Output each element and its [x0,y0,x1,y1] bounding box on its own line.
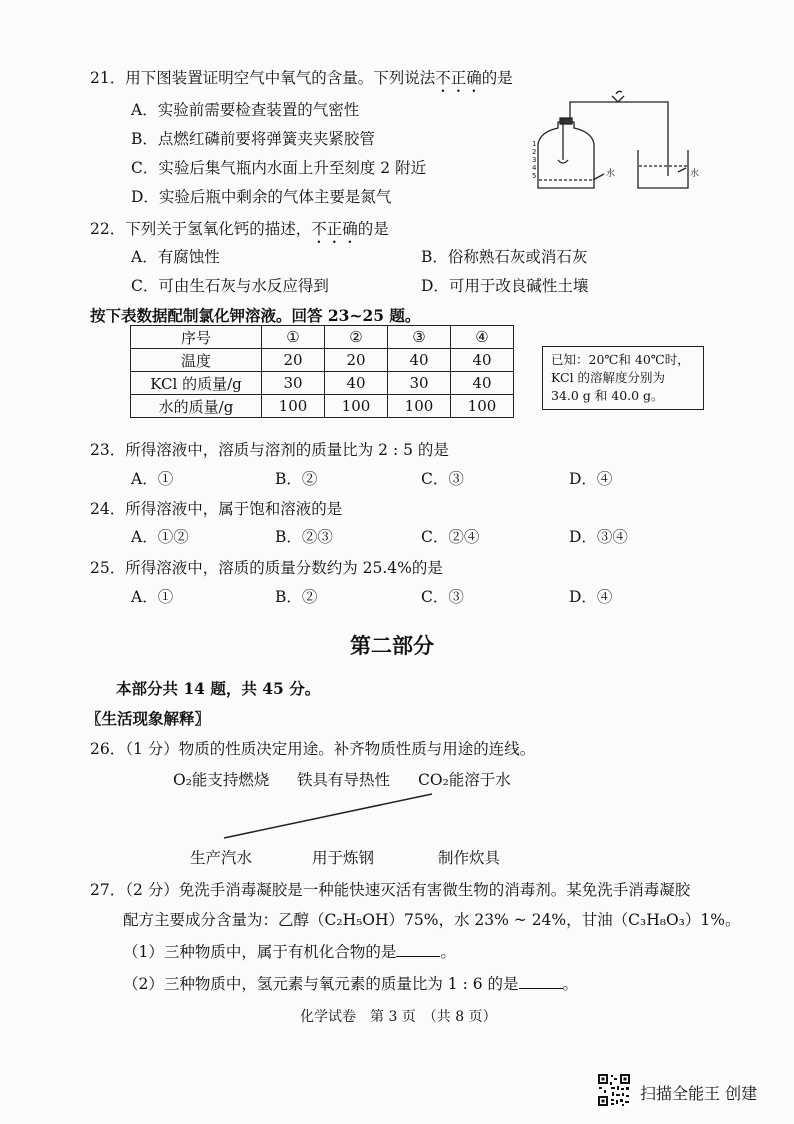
scale-mark-3: 3 [532,156,537,164]
q21-option-d: D．实验后瓶中剩余的气体主要是氮气 [131,188,392,206]
water-label-bottle: 水 [606,169,616,179]
scale-mark-1: 1 [532,140,537,148]
part-2-intro: 本部分共 14 题，共 45 分。 [116,679,321,698]
use-soda: 生产汽水 [190,849,253,867]
table-cell: 温度 [131,349,262,372]
note-line-2: KCl 的溶解度分别为 [551,370,666,385]
q25-option-b: B．② [275,588,318,606]
note-line-1: 已知：20℃和 40℃时， [551,352,690,367]
q21-stem [90,66,513,96]
q21-option-a: A．实验前需要检查装置的气密性 [131,101,360,119]
q22-option-c: C．可由生石灰与水反应得到 [131,277,329,295]
q23-option-a: A．① [131,470,174,488]
note-line-3: 34.0 g 和 40.0 g。 [551,388,664,403]
q22-stem [90,217,389,247]
q25-option-a: A．① [131,588,174,606]
beaker [638,150,688,188]
q23-option-b: B．② [275,470,318,488]
table-intro: 按下表数据配制氯化钾溶液。回答 23~25 题。 [90,306,421,325]
q21-stem-emphasis: 不正确 [435,69,482,87]
scanner-watermark-text: 扫描全能王 创建 [640,1084,758,1103]
table-cell: 30 [262,372,325,395]
q24-option-a: A．①② [131,528,189,546]
q22-stem-post: 的是 [357,220,389,238]
q23-stem: 23．所得溶液中，溶质与溶剂的质量比为 2 : 5 的是 [90,441,449,459]
q22-option-b: B．俗称熟石灰或消石灰 [421,248,588,266]
q21-option-c: C．实验后集气瓶内水面上升至刻度 2 附近 [131,159,427,177]
q27-stem-line-1: 27．（2 分）免洗手消毒凝胶是一种能快速灭活有害微生物的消毒剂。某免洗手消毒凝胶 [90,881,691,899]
q25-option-d: D．④ [569,588,613,606]
table-header-cell: ④ [451,326,514,349]
water-label-beaker: 水 [690,169,700,179]
use-cookware: 制作炊具 [438,849,501,867]
use-steelmaking: 用于炼钢 [312,849,375,867]
q24-stem: 24．所得溶液中，属于饱和溶液的是 [90,500,343,518]
q22-option-a: A．有腐蚀性 [131,248,220,266]
q27-sub-question-1 [123,940,456,962]
q27-sub1-end: 。 [440,943,456,961]
q22-stem-pre: 22．下列关于氢氧化钙的描述， [90,220,312,238]
property-iron: 铁具有导热性 [297,771,391,789]
table-cell: 水的质量/g [131,395,262,418]
q27-sub1-text: （1）三种物质中，属于有机化合物的是 [123,943,397,961]
q27-sub1-answer-blank[interactable] [396,942,440,957]
table-row [131,372,514,395]
qr-code-icon [597,1073,631,1107]
table-cell: 100 [262,395,325,418]
spoon-cup [558,160,568,163]
q21-stem-pre: 21．用下图装置证明空气中氧气的含量。下列说法 [90,69,436,87]
matching-line [220,790,440,842]
table-header-row [131,326,514,349]
table-cell: 100 [451,395,514,418]
q27-stem-line-2: 配方主要成分含量为：乙醇（C₂H₅OH）75%，水 23% ~ 24%，甘油（C₃H₈O₃）1%。 [123,911,741,929]
spring-clamp [612,91,624,102]
table-cell: 100 [325,395,388,418]
table-header-cell: ② [325,326,388,349]
water-pointer-left [593,174,604,180]
page-footer: 化学试卷 第 3 页 （共 8 页） [300,1009,497,1025]
scale-mark-2: 2 [532,148,537,156]
property-co2: CO₂能溶于水 [418,771,511,789]
q23-option-d: D．④ [569,470,613,488]
solubility-note-box [542,346,704,410]
q25-option-c: C．③ [421,588,464,606]
kcl-data-table [130,325,514,418]
property-o2: O₂能支持燃烧 [173,771,270,789]
q27-sub-question-2 [123,972,578,994]
table-header-cell: ① [262,326,325,349]
q21-stem-post: 的是 [481,69,513,87]
table-cell: 40 [451,349,514,372]
table-cell: 100 [388,395,451,418]
table-cell: 40 [451,372,514,395]
q24-option-b: B．②③ [275,528,333,546]
q27-sub2-end: 。 [562,975,579,993]
table-cell: 20 [325,349,388,372]
part-2-title: 第二部分 [350,634,434,658]
table-row [131,395,514,418]
q24-option-c: C．②④ [421,528,480,546]
q22-stem-emphasis: 不正确 [311,220,358,238]
table-cell: 20 [262,349,325,372]
stopper [560,118,572,124]
section-heading: 〖生活现象解释〗 [86,709,211,728]
table-header-cell: 序号 [131,326,262,349]
q24-option-d: D．③④ [569,528,628,546]
table-cell: 40 [325,372,388,395]
table-header-cell: ③ [388,326,451,349]
gas-bottle [538,122,594,188]
q23-option-c: C．③ [421,470,464,488]
q27-sub2-text: （2）三种物质中，氢元素与氧元素的质量比为 1 : 6 的是 [123,975,519,993]
matching-line-co2-to-soda [224,794,432,838]
table-cell: KCl 的质量/g [131,372,262,395]
table-cell: 40 [388,349,451,372]
q27-sub2-answer-blank[interactable] [519,974,563,989]
water-pointer-right [678,168,686,172]
scale-mark-5: 5 [532,172,537,180]
table-cell: 30 [388,372,451,395]
q22-option-d: D．可用于改良碱性土壤 [421,277,589,295]
q25-stem: 25．所得溶液中，溶质的质量分数约为 25.4%的是 [90,559,443,577]
delivery-tube [570,102,668,176]
scale-mark-4: 4 [532,164,537,172]
q26-stem: 26．（1 分）物质的性质决定用途。补齐物质性质与用途的连线。 [90,740,536,758]
q21-option-b: B．点燃红磷前要将弹簧夹夹紧胶管 [131,130,375,148]
table-row [131,349,514,372]
oxygen-apparatus-figure [532,88,700,196]
